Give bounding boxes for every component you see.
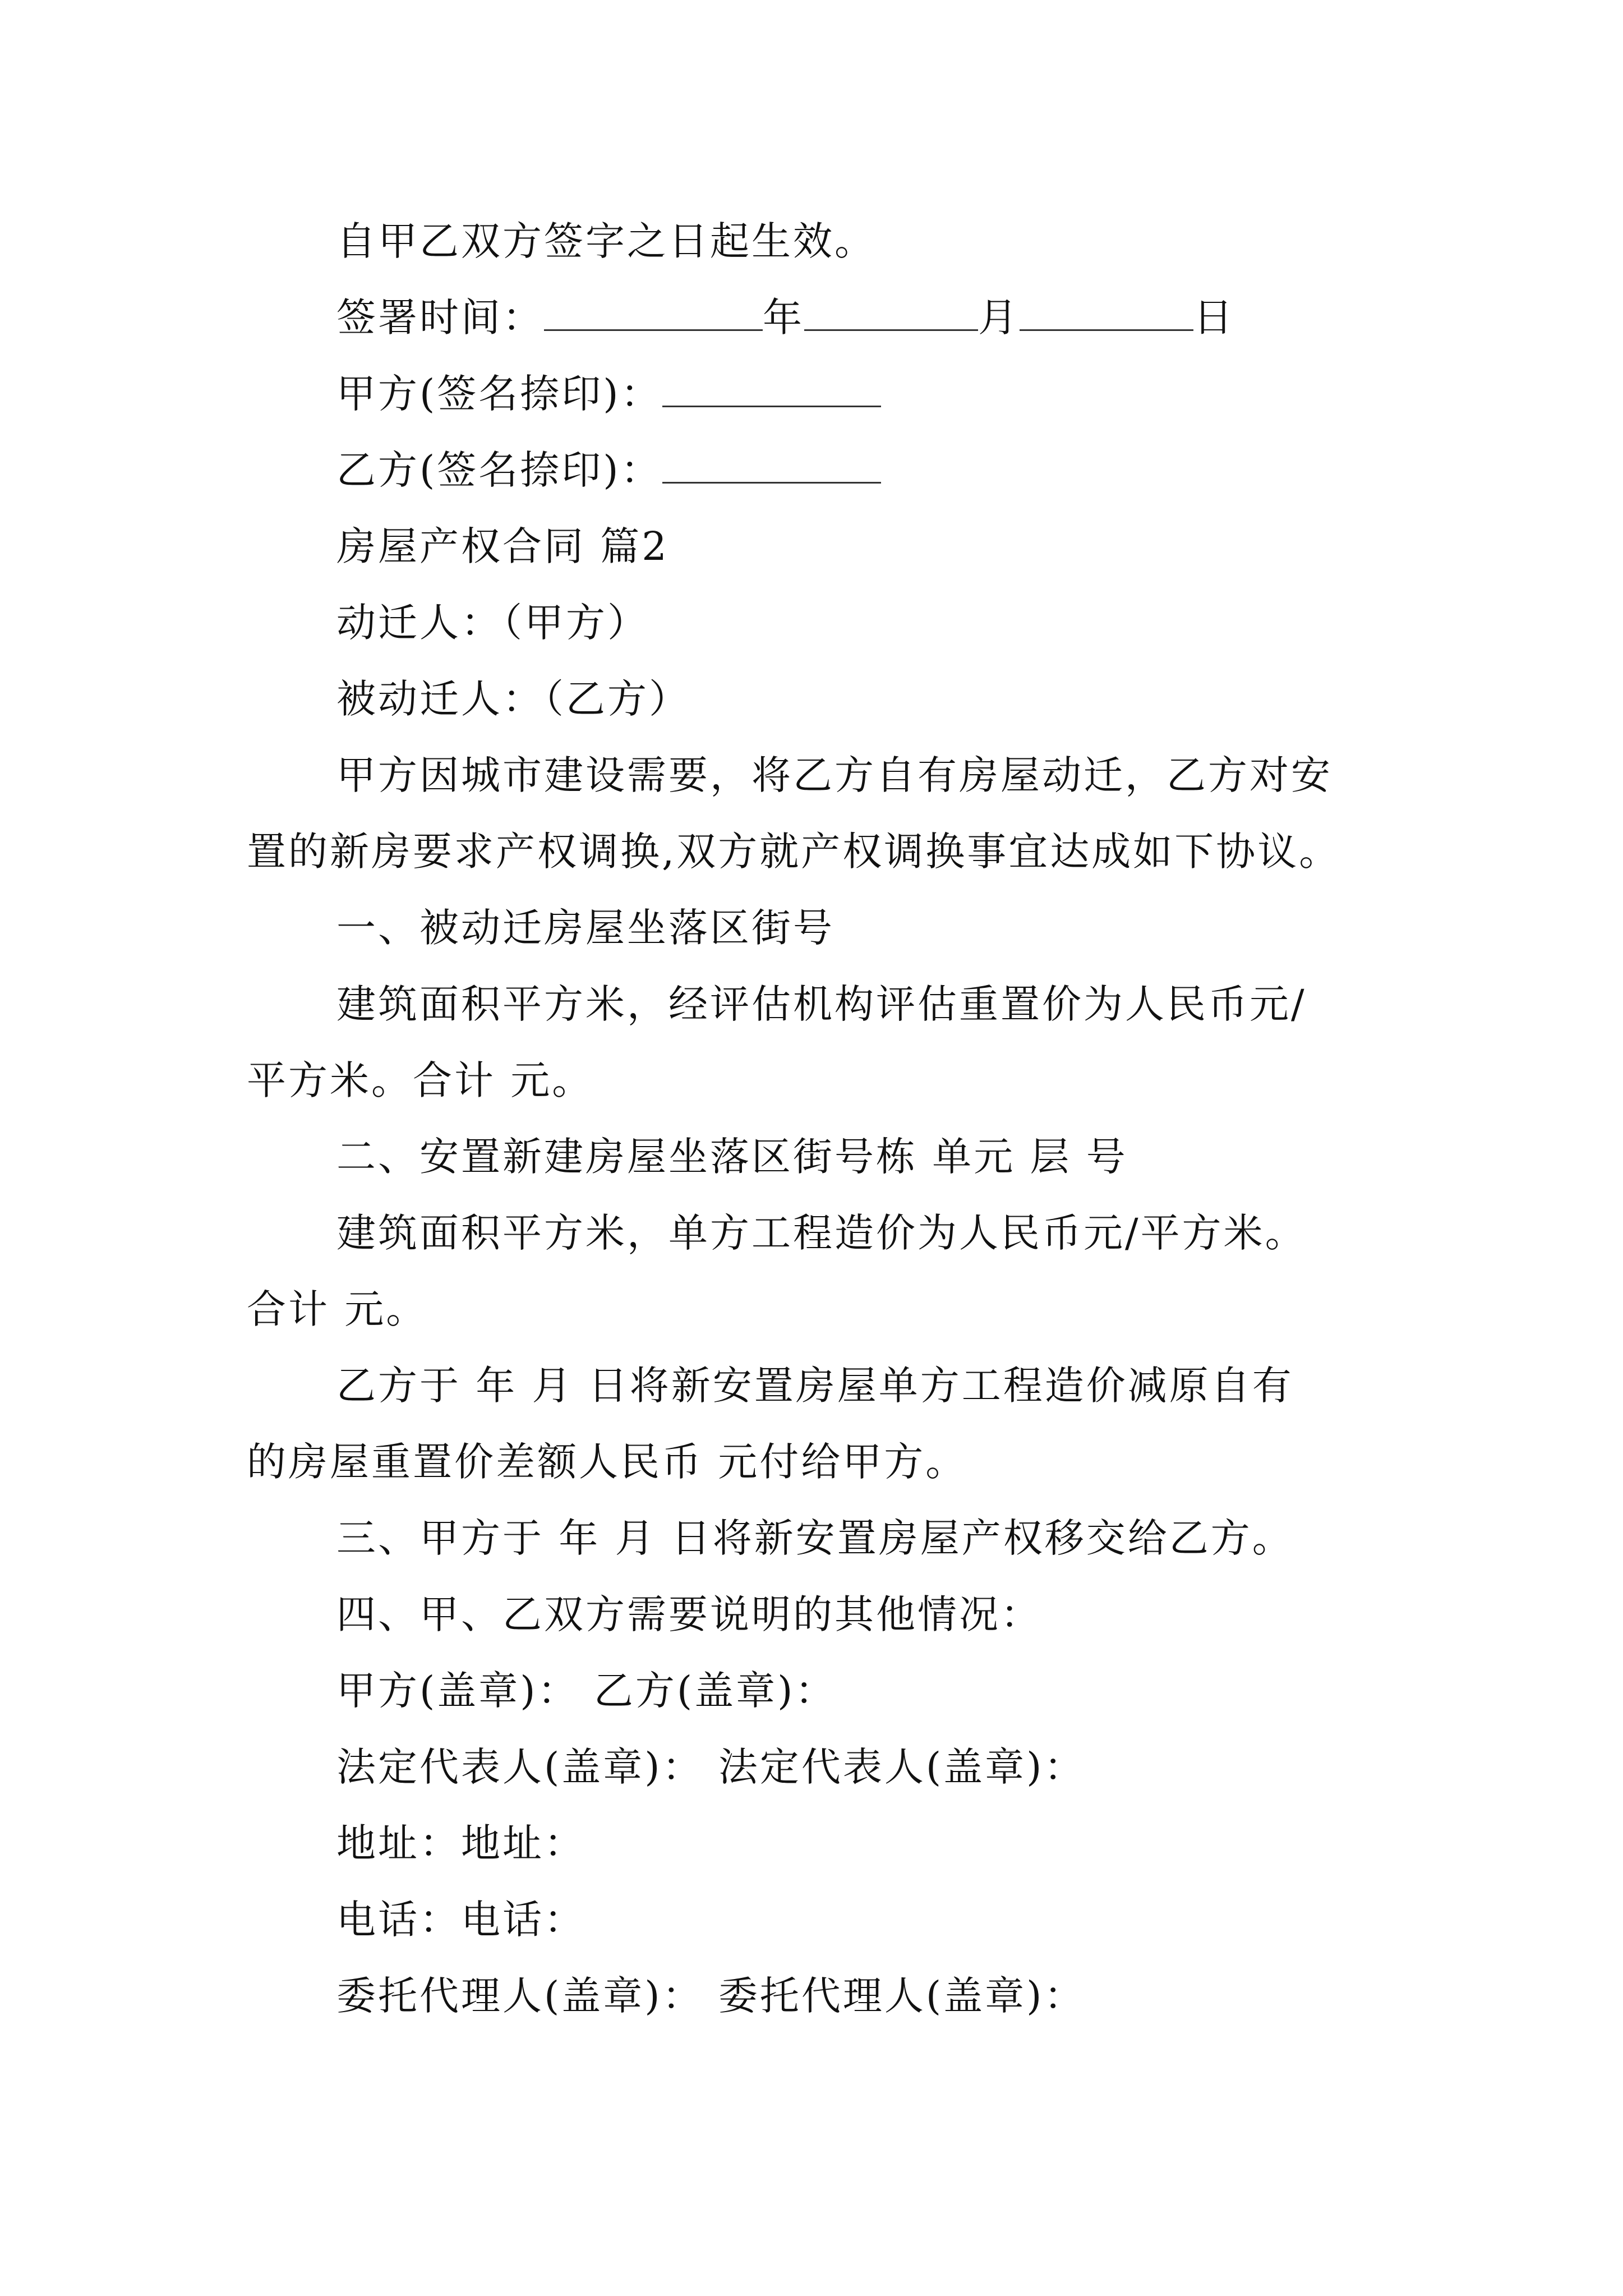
party-a-signature-line (336, 367, 881, 421)
paragraph-line: 建筑面积平方米，经评估机构评估重置价为人民币元/ (336, 981, 1307, 1027)
paragraph-line: 合计 元。 (247, 1286, 428, 1332)
effective-clause: 自甲乙双方签字之日起生效。 (336, 218, 876, 264)
signing-date-line (336, 291, 1235, 344)
relocator-line: 动迁人：（甲方） (336, 600, 649, 646)
month-label: 月 (978, 295, 1020, 341)
agent-line: 委托代理人(盖章)： 委托代理人(盖章)： (336, 1973, 1086, 2019)
section-heading: 房屋产权合同 篇2 (336, 523, 669, 569)
day-blank (1020, 293, 1193, 331)
year-label: 年 (763, 295, 804, 341)
paragraph-line: 建筑面积平方米，单方工程造价为人民币元/平方米。 (336, 1210, 1307, 1256)
paragraph-line: 甲方因城市建设需要，将乙方自有房屋动迁，乙方对安 (336, 752, 1332, 798)
clause-one: 一、被动迁房屋坐落区街号 (336, 905, 834, 951)
party-a-signature-blank (662, 370, 881, 407)
relocatee-line: 被动迁人：（乙方） (336, 676, 690, 722)
party-b-signature-label: 乙方(签名捺印)： (336, 447, 662, 493)
phone-line: 电话：电话： (336, 1897, 585, 1943)
paragraph-line: 的房屋重置价差额人民币 元付给甲方。 (247, 1439, 967, 1485)
address-line: 地址：地址： (336, 1820, 585, 1866)
paragraph-line: 平方米。合计 元。 (247, 1057, 594, 1103)
party-a-signature-label: 甲方(签名捺印)： (336, 371, 662, 417)
clause-two: 二、安置新建房屋坐落区街号栋 单元 层 号 (336, 1134, 1128, 1180)
legal-rep-line: 法定代表人(盖章)： 法定代表人(盖章)： (336, 1744, 1086, 1790)
seal-line: 甲方(盖章)： 乙方(盖章)： (336, 1668, 837, 1714)
clause-three: 三、甲方于 年 月 日将新安置房屋产权移交给乙方。 (336, 1515, 1294, 1561)
day-label: 日 (1193, 295, 1235, 341)
paragraph-line: 置的新房要求产权调换,双方就产权调换事宜达成如下协议。 (247, 829, 1341, 875)
party-b-signature-line (336, 443, 881, 497)
year-blank (544, 293, 763, 331)
signing-date-label: 签署时间： (336, 295, 544, 341)
month-blank (804, 293, 978, 331)
paragraph-line: 乙方于 年 月 日将新安置房屋单方工程造价减原自有 (336, 1363, 1294, 1409)
party-b-signature-blank (662, 446, 881, 484)
clause-four: 四、甲、乙双方需要说明的其他情况： (336, 1591, 1042, 1637)
